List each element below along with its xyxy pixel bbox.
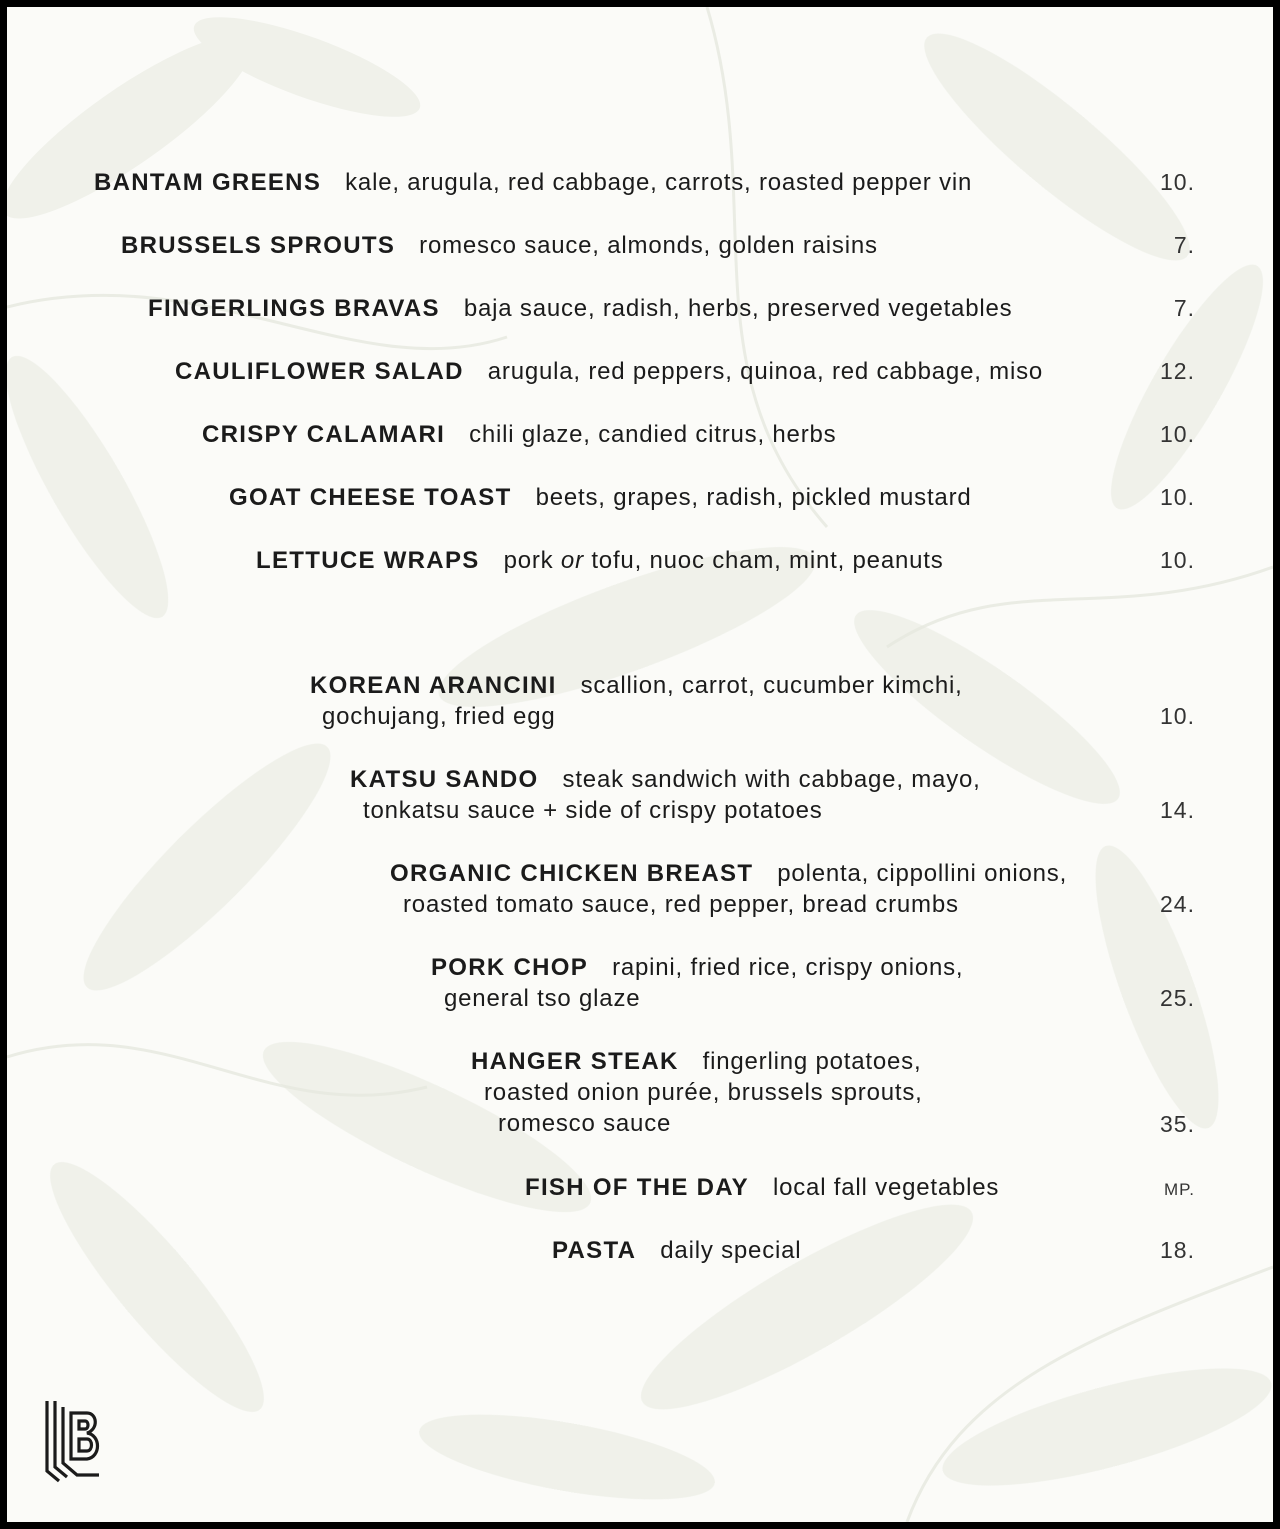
item-name: LETTUCE WRAPS [256, 547, 480, 574]
item-description: chili glaze, candied citrus, herbs [469, 421, 837, 448]
item-name: BANTAM GREENS [94, 169, 322, 196]
item-price: 24. [1160, 891, 1195, 917]
menu-item-korean-arancini [310, 670, 963, 732]
restaurant-logo [43, 1399, 105, 1483]
menu-item-bantam-greens [94, 167, 1195, 198]
item-description: arugula, red peppers, quinoa, red cabbage, miso [487, 358, 1044, 385]
menu-item-organic-chicken-breast [390, 858, 1067, 920]
item-price: 35. [1160, 1111, 1195, 1137]
menu-item-fish-of-the-day [525, 1172, 999, 1203]
item-name: FINGERLINGS BRAVAS [148, 295, 440, 322]
item-name: KATSU SANDO [350, 766, 539, 793]
item-price: 14. [1160, 797, 1195, 823]
item-description: kale, arugula, red cabbage, carrots, roasted pepper vin [345, 169, 973, 196]
item-name: KOREAN ARANCINI [310, 672, 557, 699]
item-name: FISH OF THE DAY [525, 1174, 749, 1201]
menu-item-cauliflower-salad [175, 356, 1043, 387]
item-price: 10. [1160, 703, 1195, 729]
item-name: PORK CHOP [431, 954, 589, 981]
item-description: fingerling potatoes, [702, 1048, 922, 1075]
item-description: scallion, carrot, cucumber kimchi, [580, 672, 963, 699]
menu-item-goat-cheese-toast [229, 482, 972, 513]
item-name: BRUSSELS SPROUTS [121, 232, 396, 259]
item-name: CRISPY CALAMARI [202, 421, 446, 448]
menu-item-pasta [552, 1235, 801, 1266]
item-name: HANGER STEAK [471, 1048, 679, 1075]
menu-item-crispy-calamari [202, 419, 836, 450]
item-price: 7. [1173, 232, 1195, 258]
menu-item-fingerlings-bravas [148, 293, 1012, 324]
item-description-line2: gochujang, fried egg [322, 703, 556, 730]
item-price: 12. [1160, 358, 1195, 384]
item-price: 7. [1173, 295, 1195, 321]
item-description-line2: general tso glaze [444, 985, 641, 1012]
item-description: steak sandwich with cabbage, mayo, [562, 766, 981, 793]
item-description-line2: roasted tomato sauce, red pepper, bread crumbs [403, 891, 959, 918]
menu-page [7, 7, 1273, 1522]
menu-item-brussels-sprouts [121, 230, 878, 261]
item-name: CAULIFLOWER SALAD [175, 358, 464, 385]
desc-or: or [560, 547, 584, 574]
desc-part: tofu, nuoc cham, mint, peanuts [583, 547, 944, 574]
item-name: ORGANIC CHICKEN BREAST [390, 860, 754, 887]
menu-item-pork-chop [431, 952, 963, 1014]
item-description-line2: tonkatsu sauce + side of crispy potatoes [363, 797, 823, 824]
item-price: 10. [1160, 421, 1195, 447]
item-description: local fall vegetables [772, 1174, 1000, 1201]
item-price: 25. [1160, 985, 1195, 1011]
item-price: 10. [1160, 484, 1195, 510]
item-price: 10. [1160, 547, 1195, 573]
menu-item-lettuce-wraps [256, 545, 944, 576]
item-description-line2: roasted onion purée, brussels sprouts, [484, 1079, 923, 1106]
item-description: beets, grapes, radish, pickled mustard [535, 484, 972, 511]
item-price: 10. [1160, 169, 1195, 195]
item-price: 18. [1160, 1237, 1195, 1263]
item-name: GOAT CHEESE TOAST [229, 484, 512, 511]
desc-part: pork [503, 547, 561, 574]
item-description: polenta, cippollini onions, [777, 860, 1068, 887]
menu-item-katsu-sando [350, 764, 981, 826]
item-description-line3: romesco sauce [498, 1110, 672, 1137]
item-description: baja sauce, radish, herbs, preserved vegetables [463, 295, 1013, 322]
item-price: MP. [1163, 1180, 1195, 1199]
menu-item-hanger-steak [471, 1046, 923, 1139]
item-description: rapini, fried rice, crispy onions, [612, 954, 964, 981]
item-description [504, 547, 944, 574]
item-description: romesco sauce, almonds, golden raisins [419, 232, 878, 259]
item-description: daily special [660, 1237, 802, 1264]
item-name: PASTA [552, 1237, 637, 1264]
